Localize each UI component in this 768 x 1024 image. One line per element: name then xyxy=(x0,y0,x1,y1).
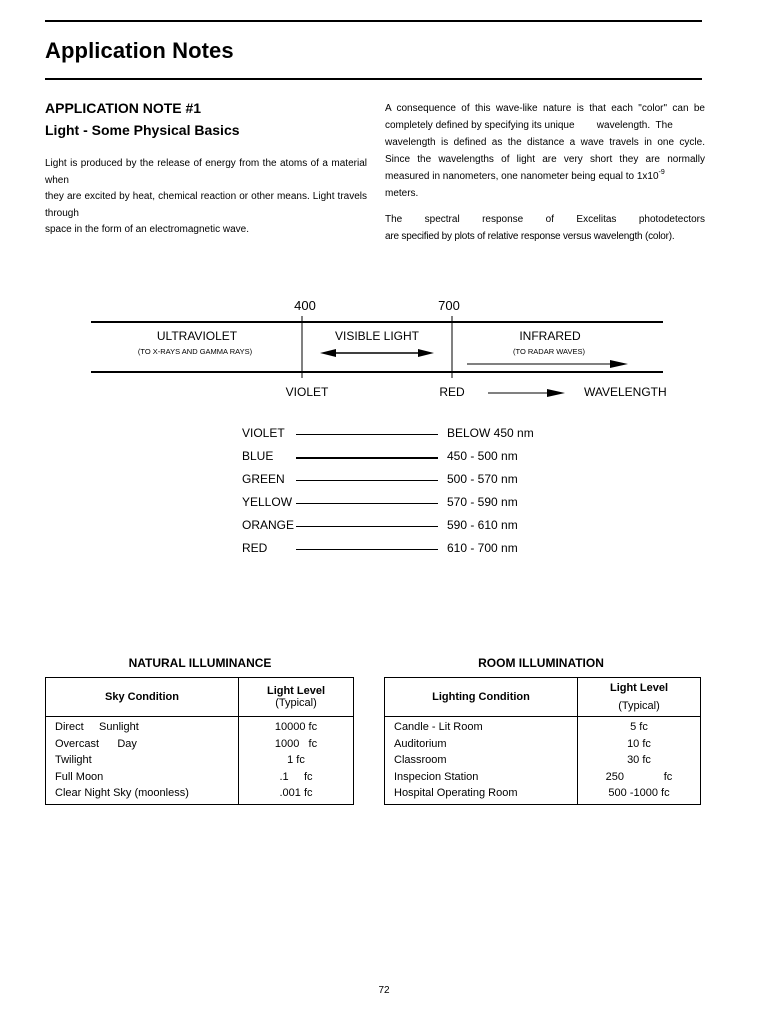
color-range: 610 - 700 nm xyxy=(447,541,518,555)
natural-illuminance-table xyxy=(45,677,354,805)
level-cell xyxy=(578,717,701,805)
para-line-text: measured in nanometers, one nanometer being equal to 1x10 xyxy=(385,171,659,182)
color-name: YELLOW xyxy=(242,495,293,509)
table-row-level: .1 fc xyxy=(279,770,313,783)
intro-line: they are excited by heat, chemical reaction or other means. Light travels through xyxy=(45,191,367,219)
color-name: RED xyxy=(242,541,268,555)
column-header: Sky Condition xyxy=(46,678,239,717)
color-range: BELOW 450 nm xyxy=(447,426,534,440)
color-leader-line xyxy=(296,457,438,459)
column-header xyxy=(578,678,701,717)
page-number: 72 xyxy=(378,985,390,996)
column-header-sub: (Typical) xyxy=(275,697,317,709)
color-leader-line xyxy=(296,434,438,435)
para-line: wavelength is defined as the distance a wave travels in one cycle. xyxy=(385,137,705,148)
color-range: 590 - 610 nm xyxy=(447,518,518,532)
table-row-condition: Clear Night Sky (moonless) xyxy=(55,787,189,800)
color-range: 450 - 500 nm xyxy=(447,449,518,463)
table-row-condition: Inspecion Station xyxy=(394,770,479,783)
condition-cell xyxy=(46,717,239,805)
natural-illuminance-title: NATURAL ILLUMINANCE xyxy=(128,656,272,670)
infrared-label: INFRARED xyxy=(519,329,581,343)
color-leader-line xyxy=(296,526,438,527)
page-title: Application Notes xyxy=(45,38,234,63)
ultraviolet-sublabel: (TO X-RAYS AND GAMMA RAYS) xyxy=(137,347,253,356)
intro-line: space in the form of an electromagnetic wave. xyxy=(45,224,249,235)
column-header-label: Light Level xyxy=(609,682,669,694)
para-line: meters. xyxy=(385,188,419,199)
table-row-level: 1 fc xyxy=(287,754,305,767)
color-range: 500 - 570 nm xyxy=(447,472,518,486)
mark-400-label: 400 xyxy=(294,298,316,313)
wavelength-label: WAVELENGTH xyxy=(584,385,667,399)
table-row-condition: Full Moon xyxy=(55,770,104,783)
condition-cell xyxy=(385,717,578,805)
table-row-condition: Twilight xyxy=(55,754,92,767)
wavelength-arrow-head xyxy=(547,389,565,397)
table-row-condition: Candle - Lit Room xyxy=(394,721,483,733)
table-row-level: 10 fc xyxy=(627,737,651,750)
red-end-label: RED xyxy=(439,385,465,399)
table-row-level: 500 -1000 fc xyxy=(608,787,670,800)
note-number: APPLICATION NOTE #1 xyxy=(45,100,202,116)
color-leader-line xyxy=(296,549,438,550)
table-row-level: 5 fc xyxy=(630,721,648,733)
visible-arrow-right-head xyxy=(418,349,434,357)
table-row-level: 10000 fc xyxy=(274,721,318,733)
column-header-label: Light Level xyxy=(266,685,326,697)
color-name: BLUE xyxy=(242,449,274,463)
spectrum-lines xyxy=(0,0,768,420)
color-leader-line xyxy=(296,503,438,504)
table-header-row xyxy=(385,678,701,717)
column-header: Lighting Condition xyxy=(385,678,578,717)
color-name: GREEN xyxy=(242,472,285,486)
table-row-level: 250 fc xyxy=(605,770,673,783)
table-header-row xyxy=(46,678,354,717)
ultraviolet-label: ULTRAVIOLET xyxy=(156,329,238,343)
para-line: completely defined by specifying its unique wavelength. The xyxy=(385,120,673,131)
note-subtitle: Light - Some Physical Basics xyxy=(45,122,240,138)
table-row-level: 1000 fc xyxy=(274,737,318,750)
column-header-sub: (Typical) xyxy=(618,700,660,712)
table-row-condition: Direct Sunlight xyxy=(55,721,139,733)
table-row-condition: Auditorium xyxy=(394,737,447,750)
table-row-condition: Overcast Day xyxy=(55,737,137,750)
infrared-arrow-head xyxy=(610,360,628,368)
para-line: Since the wavelengths of light are very short they are normally xyxy=(385,154,705,165)
color-leader-line xyxy=(296,480,438,481)
exponent: -9 xyxy=(658,169,665,176)
visible-light-label: VISIBLE LIGHT xyxy=(334,329,420,343)
column-header xyxy=(239,678,354,717)
table-row-condition: Classroom xyxy=(394,754,447,767)
para-line: The spectral response of Excelitas photodetectors xyxy=(385,214,705,225)
table-body xyxy=(46,717,354,805)
infrared-sublabel: (TO RADAR WAVES) xyxy=(513,347,585,356)
table-row-condition: Hospital Operating Room xyxy=(394,787,518,800)
color-name: VIOLET xyxy=(242,426,285,440)
para-line: A consequence of this wave-like nature is that each "color" can be xyxy=(385,103,705,114)
table-row-level: .001 fc xyxy=(279,787,313,800)
visible-arrow-left-head xyxy=(320,349,336,357)
room-illumination-table xyxy=(384,677,701,805)
mark-700-label: 700 xyxy=(438,298,460,313)
table-body xyxy=(385,717,701,805)
color-range: 570 - 590 nm xyxy=(447,495,518,509)
para-line: are specified by plots of relative response versus wavelength (color). xyxy=(385,231,675,242)
level-cell xyxy=(239,717,354,805)
room-illumination-title: ROOM ILLUMINATION xyxy=(478,656,604,670)
violet-end-label: VIOLET xyxy=(285,385,329,399)
table-row-level: 30 fc xyxy=(627,754,651,767)
color-name: ORANGE xyxy=(242,518,295,532)
intro-line: Light is produced by the release of energy from the atoms of a material when xyxy=(45,158,367,186)
